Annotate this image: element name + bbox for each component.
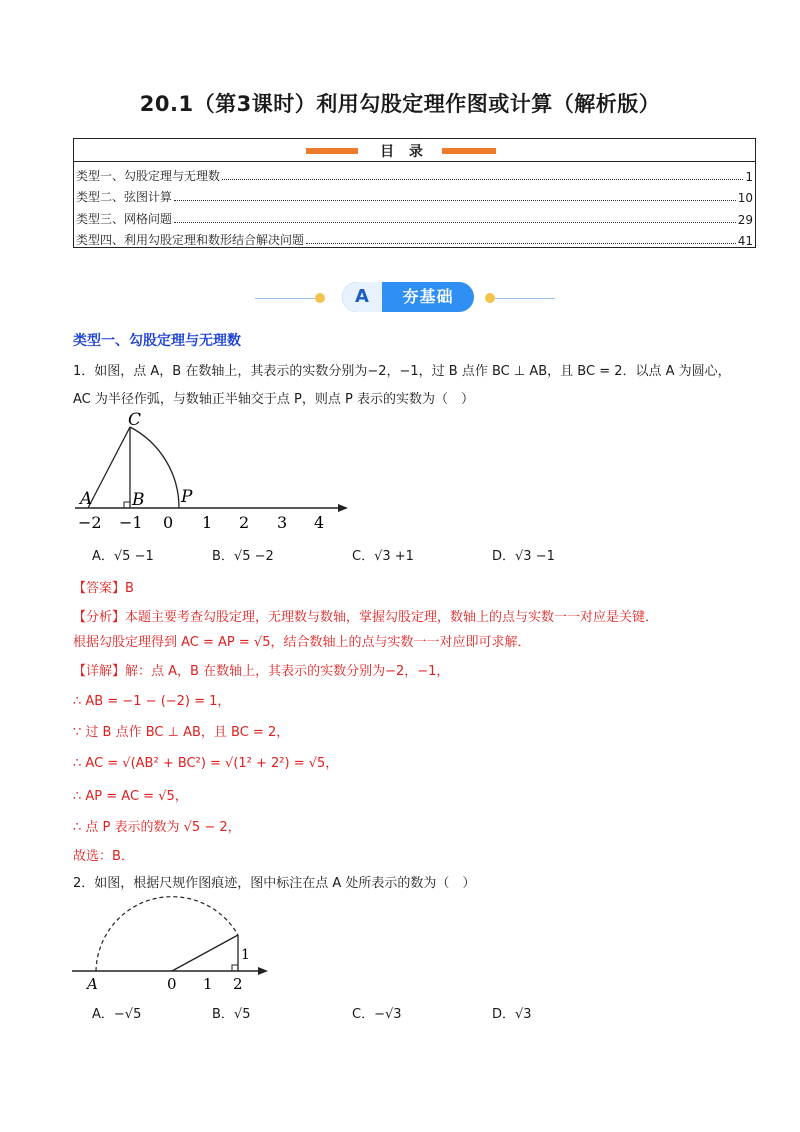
- label-a: A: [80, 489, 93, 509]
- q2-option-a[interactable]: A．−√5: [92, 1007, 142, 1022]
- toc-row[interactable]: [74, 162, 755, 184]
- tick-label: 0: [167, 975, 177, 993]
- toc-header: [74, 139, 755, 162]
- toc-row[interactable]: [74, 205, 755, 227]
- q1-detail-line: ∴ AC = √(AB² + BC²) = √(1² + 2²) = √5，: [73, 756, 339, 771]
- q1-option-c[interactable]: C．√3 +1: [352, 549, 414, 564]
- q1-detail-line: ∴ 点 P 表示的数为 √5 − 2，: [73, 820, 241, 835]
- toc-dot-leader: [174, 222, 736, 223]
- axis-arrow: [338, 504, 348, 512]
- section-title: 类型一、勾股定理与无理数: [73, 333, 241, 349]
- banner-dot-left: [315, 293, 325, 303]
- label-a: A: [87, 975, 98, 993]
- toc-row-label: 类型二、弦图计算: [76, 190, 173, 204]
- q1-detail-line: 故选：B．: [73, 849, 134, 864]
- label-one: 1: [241, 947, 250, 963]
- q1-detail-line: ∴ AB = −1 − (−2) = 1，: [73, 694, 231, 709]
- tick-label: 2: [239, 513, 250, 532]
- q1-detail-line: ∴ AP = AC = √5，: [73, 789, 188, 804]
- label-b: B: [132, 490, 145, 510]
- page-title: 20.1（第3课时）利用勾股定理作图或计算（解析版）: [139, 92, 661, 116]
- q2-compass-figure: [70, 885, 280, 995]
- toc-dot-leader: [174, 200, 736, 201]
- toc-row-page: 41: [737, 234, 753, 248]
- toc-row[interactable]: [74, 184, 755, 206]
- tick-label: 1: [202, 513, 213, 532]
- q1-option-d[interactable]: D．√3 −1: [492, 549, 555, 564]
- tick-label: 0: [163, 513, 174, 532]
- q1-analysis-line-1: 【分析】本题主要考查勾股定理，无理数与数轴，掌握勾股定理，数轴上的点与实数一一对应是关键．: [73, 610, 659, 625]
- toc-dot-leader: [222, 179, 743, 180]
- q1-number-line-figure: [70, 410, 360, 535]
- q1-stem-line-2: AC 为半径作弧，与数轴正半轴交于点 P，则点 P 表示的实数为（ ）: [73, 392, 474, 407]
- arc-dashed: [96, 897, 238, 971]
- banner-dot-right: [485, 293, 495, 303]
- toc-row-page: 29: [737, 212, 753, 227]
- toc-row-label: 类型三、网格问题: [76, 211, 173, 226]
- toc-row-page: 10: [737, 191, 753, 205]
- toc-decor-bar-left: [306, 148, 358, 154]
- q2-stem-line-1: 2．如图，根据尺规作图痕迹，图中标注在点 A 处所表示的数为（ ）: [73, 876, 476, 891]
- tick-label: 4: [314, 513, 325, 532]
- segment-ac: [88, 427, 130, 508]
- segment-hypotenuse: [172, 935, 238, 971]
- label-p: P: [181, 487, 193, 507]
- right-angle-mark: [124, 502, 130, 508]
- q1-analysis-line-2: 根据勾股定理得到 AC = AP = √5，结合数轴上的点与实数一一对应即可求解．: [73, 635, 531, 650]
- banner-line-left: [255, 298, 315, 299]
- toc-decor-bar-right: [442, 148, 496, 154]
- toc-row-label: 类型四、利用勾股定理和数形结合解决问题: [76, 233, 305, 247]
- label-c: C: [128, 410, 142, 430]
- toc-heading: 目 录: [380, 144, 428, 160]
- level-banner: [0, 278, 800, 318]
- banner-line-right: [495, 298, 555, 299]
- q2-option-b[interactable]: B．√5: [212, 1007, 251, 1022]
- q1-stem-line-1: 1．如图，点 A，B 在数轴上，其表示的实数分别为−2，−1，过 B 点作 BC ⊥ AB，且 BC = 2．以点 A 为圆心，: [73, 364, 731, 379]
- toc-dot-leader: [306, 243, 736, 244]
- q1-option-b[interactable]: B．√5 −2: [212, 549, 274, 564]
- toc-row-page: 1: [745, 169, 753, 184]
- right-angle-mark: [232, 965, 238, 971]
- q1-detail-line: 【详解】解：点 A，B 在数轴上，其表示的实数分别为−2，−1，: [73, 664, 450, 679]
- tick-label: 2: [233, 975, 243, 993]
- q2-option-c[interactable]: C．−√3: [352, 1007, 402, 1022]
- table-of-contents: [73, 138, 756, 248]
- q1-option-a[interactable]: A．√5 −1: [92, 549, 154, 564]
- level-badge: [342, 282, 474, 312]
- badge-letter: A: [342, 282, 382, 312]
- q1-answer: 【答案】B: [73, 581, 134, 596]
- toc-row-label: 类型一、勾股定理与无理数: [76, 168, 221, 183]
- tick-label: −2: [78, 513, 102, 532]
- badge-text: 夯基础: [402, 287, 454, 306]
- q2-option-d[interactable]: D．√3: [492, 1007, 532, 1022]
- q1-detail-line: ∵ 过 B 点作 BC ⊥ AB，且 BC = 2，: [73, 725, 290, 740]
- tick-label: 3: [277, 513, 288, 532]
- tick-label: 1: [203, 975, 213, 993]
- toc-row[interactable]: [74, 227, 755, 249]
- tick-label: −1: [119, 513, 143, 532]
- axis-arrow: [258, 967, 268, 975]
